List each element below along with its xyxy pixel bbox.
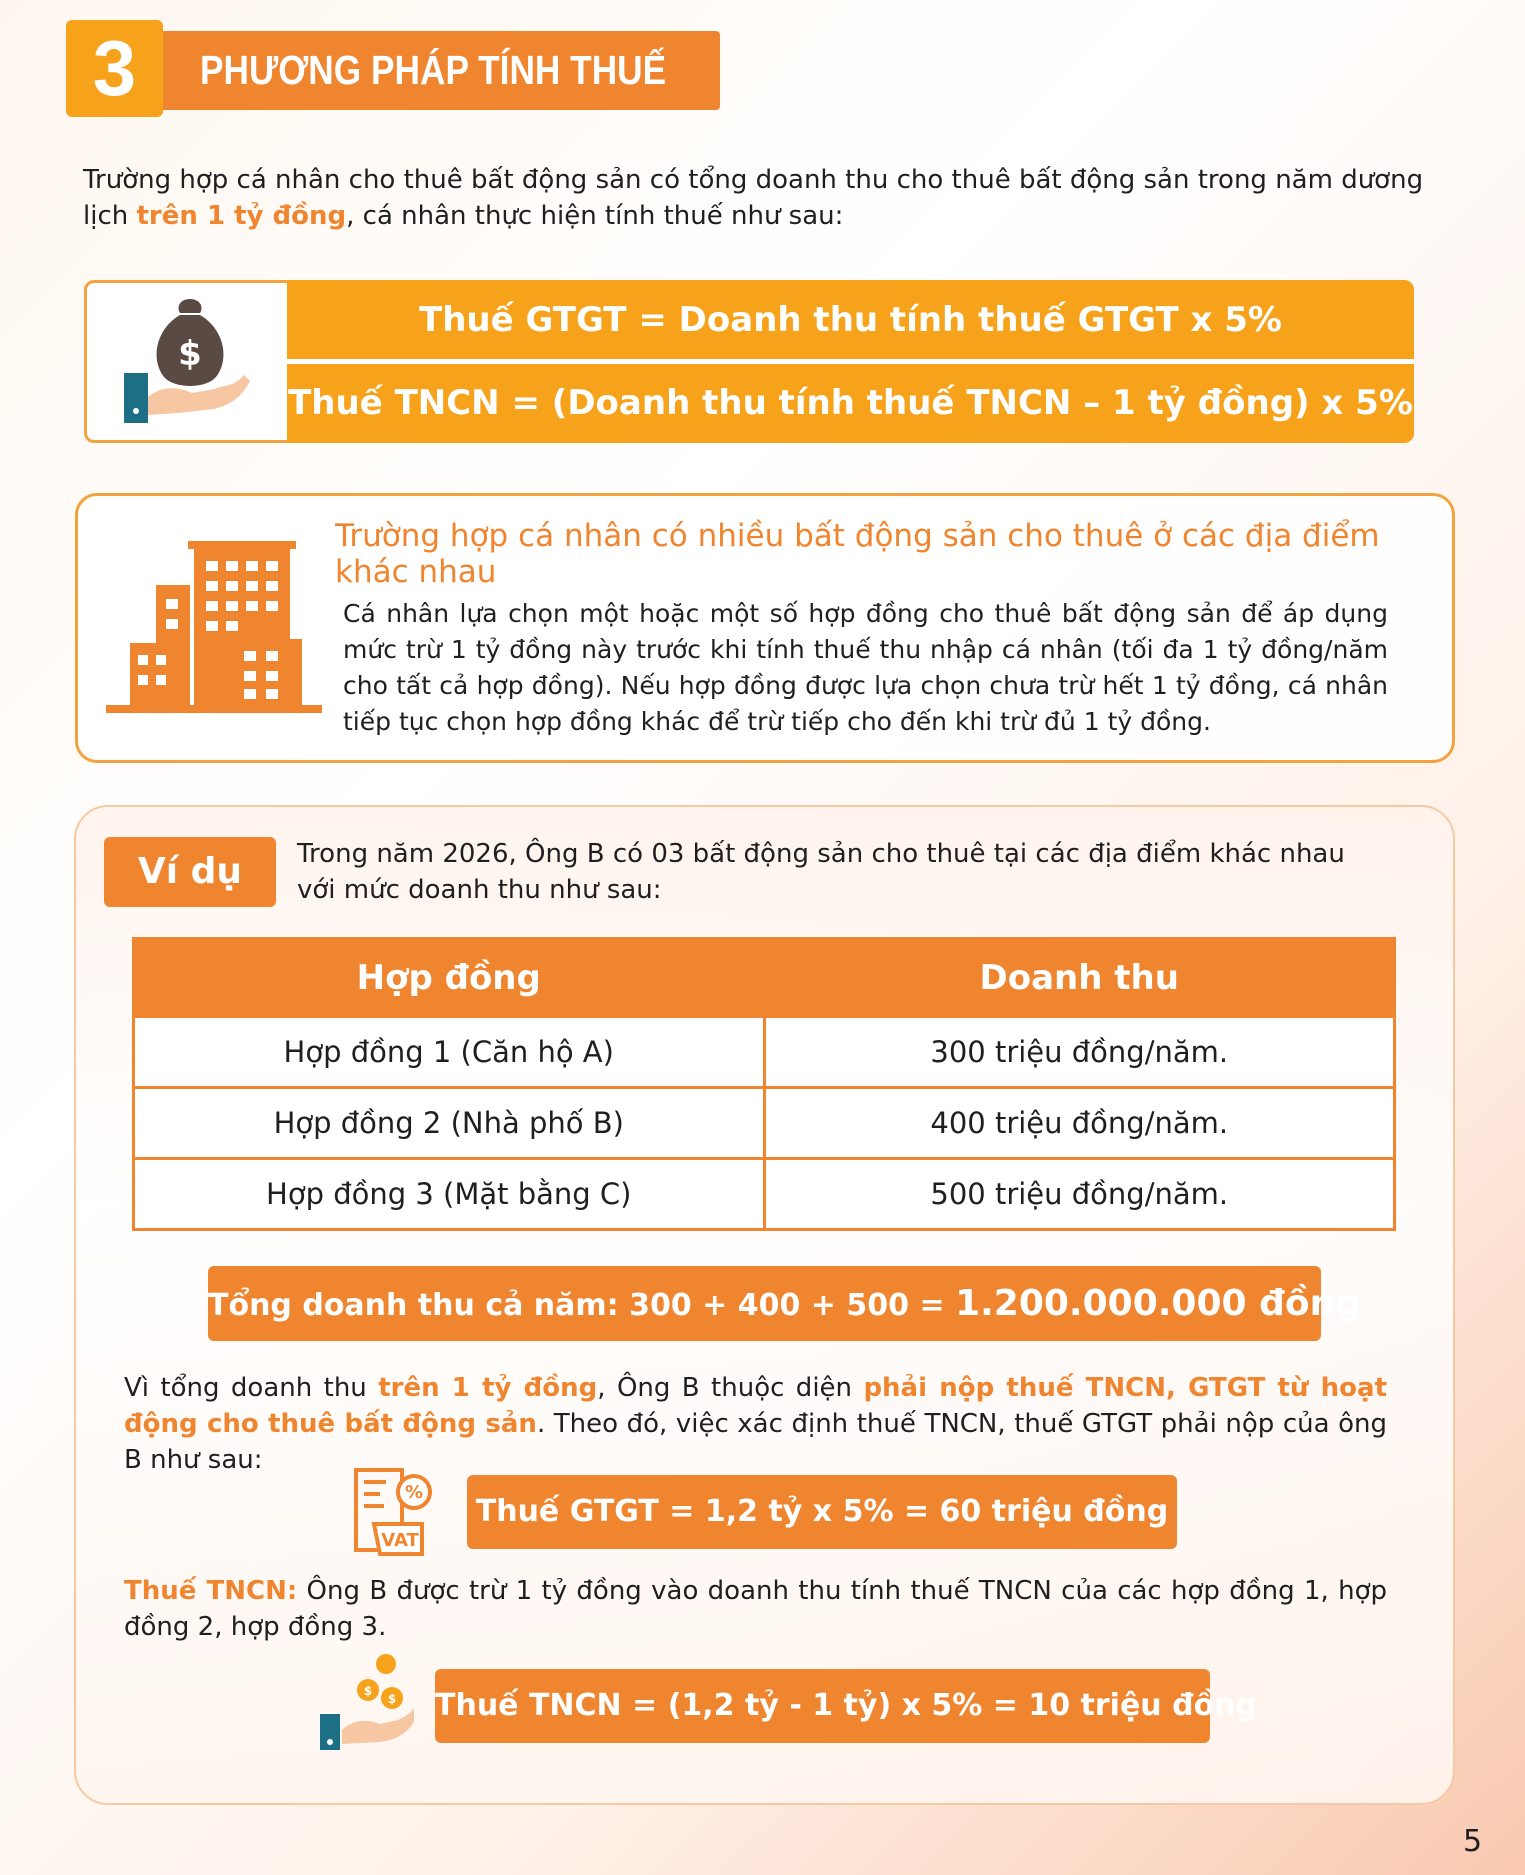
table-cell: 500 triệu đồng/năm. (764, 1159, 1395, 1230)
page-number: 5 (1463, 1824, 1483, 1859)
svg-text:%: % (404, 1482, 424, 1503)
intro-text-before: Trường hợp cá nhân cho thuê bất động sản có tổng doanh thu cho thuê bất động sản trong năm dương lịch (83, 165, 1424, 231)
vat-icon-label: VAT (381, 1530, 419, 1551)
tncn-calculation-bar: Thuế TNCN = (1,2 tỷ - 1 tỷ) x 5% = 10 triệu đồng (435, 1669, 1210, 1743)
coins-hand-icon (318, 1652, 414, 1750)
table-cell: Hợp đồng 2 (Nhà phố B) (134, 1088, 765, 1159)
formula-divider (287, 359, 1414, 364)
conclusion-highlight: phải nộp thuế TNCN, GTGT từ hoạt động cho thuê bất động sản (124, 1373, 1388, 1439)
svg-text:$: $ (387, 1692, 397, 1706)
total-revenue-value: 1.200.000.000 đồng (955, 1283, 1362, 1324)
intro-text-after: , cá nhân thực hiện tính thuế như sau: (346, 201, 844, 231)
table-cell: Hợp đồng 3 (Mặt bằng C) (134, 1159, 765, 1230)
table-row (134, 1159, 1395, 1230)
multi-location-title: Trường hợp cá nhân có nhiều bất động sản cho thuê ở các địa điểm khác nhau (335, 518, 1380, 590)
conclusion-text: , Ông B thuộc diện (597, 1373, 864, 1403)
section-title: PHƯƠNG PHÁP TÍNH THUẾ (200, 47, 667, 93)
svg-text:$: $ (363, 1684, 373, 1698)
column-header-contract: Hợp đồng (134, 939, 765, 1017)
intro-paragraph (83, 162, 1453, 234)
table-cell: 300 triệu đồng/năm. (764, 1017, 1395, 1088)
table-cell: Hợp đồng 1 (Căn hộ A) (134, 1017, 765, 1088)
multi-location-body: Cá nhân lựa chọn một hoặc một số hợp đồng cho thuê bất động sản để áp dụng mức trừ 1 tỷ đồng này trước khi tính thuế thu nhập cá nhân (tối đa 1 tỷ đồng/năm cho tất cả hợp đồng). Nếu hợp đồng được lựa chọn chưa trừ hết 1 tỷ đồng, cá nhân tiếp tục chọn hợp đồng khác để trừ tiếp cho đến khi trừ đủ 1 tỷ đồng. (343, 599, 1388, 736)
tncn-note (124, 1573, 1387, 1645)
svg-text:$: $ (178, 334, 202, 374)
example-badge: Ví dụ (104, 837, 276, 907)
conclusion-highlight: trên 1 tỷ đồng (378, 1373, 598, 1403)
column-header-revenue: Doanh thu (764, 939, 1395, 1017)
formula-gtgt: Thuế GTGT = Doanh thu tính thuế GTGT x 5% (419, 300, 1282, 340)
tncn-note-text: Ông B được trừ 1 tỷ đồng vào doanh thu tính thuế TNCN của các hợp đồng 1, hợp đồng 2, hợp đồng 3. (124, 1576, 1387, 1642)
conclusion-text: . Theo đó, việc xác định thuế TNCN, thuế GTGT phải nộp của ông B như sau: (124, 1409, 1387, 1475)
conclusion-text: Vì tổng doanh thu (124, 1373, 379, 1403)
table-row (134, 1017, 1395, 1088)
intro-highlight: trên 1 tỷ đồng (136, 201, 347, 231)
total-revenue-label: Tổng doanh thu cả năm: 300 + 400 + 500 = (208, 1288, 956, 1323)
total-revenue-bar (208, 1266, 1362, 1341)
table-header-row (134, 939, 1395, 1017)
formula-tncn: Thuế TNCN = (Doanh thu tính thuế TNCN – 1 tỷ đồng) x 5% (288, 383, 1413, 423)
table-cell: 400 triệu đồng/năm. (764, 1088, 1395, 1159)
table-row (134, 1088, 1395, 1159)
example-intro: Trong năm 2026, Ông B có 03 bất động sản cho thuê tại các địa điểm khác nhau với mức doanh thu như sau: (297, 839, 1345, 905)
vat-calculation-bar: Thuế GTGT = 1,2 tỷ x 5% = 60 triệu đồng (467, 1475, 1177, 1549)
vat-document-icon (350, 1466, 438, 1558)
tncn-note-label: Thuế TNCN: (124, 1576, 298, 1606)
revenue-table (132, 937, 1396, 1231)
section-number: 3 (66, 20, 163, 117)
money-bag-hand-icon (118, 293, 258, 433)
buildings-icon (106, 537, 322, 719)
conclusion-paragraph (124, 1370, 1387, 1478)
